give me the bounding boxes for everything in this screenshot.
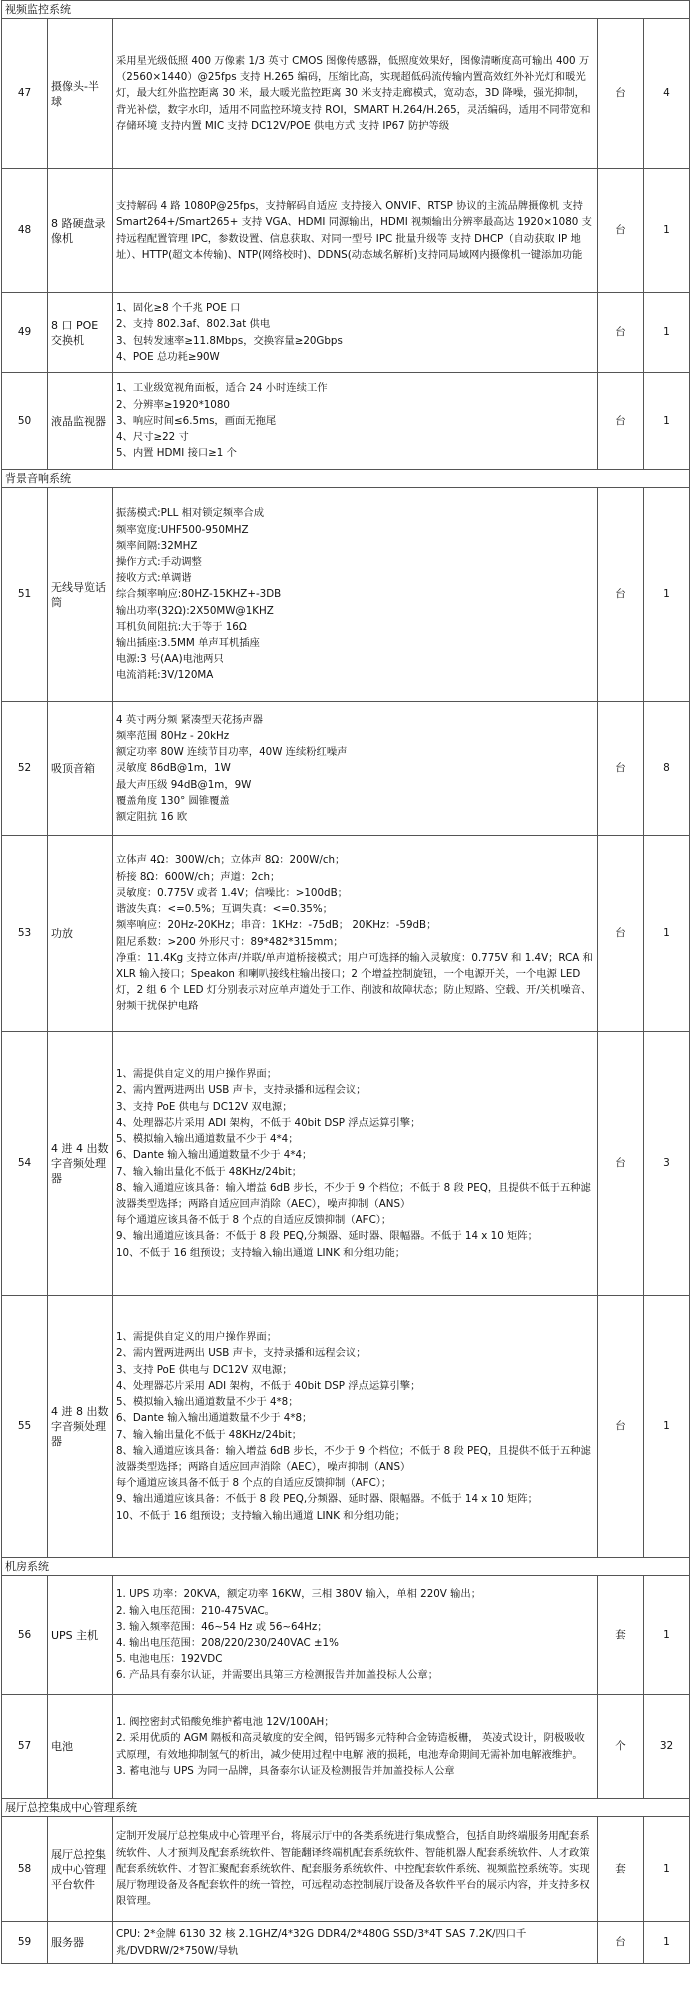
spec-line: 最大声压级 94dB@1m，9W xyxy=(116,778,252,791)
spec-line: 4. 输出电压范围：208/220/230/240VAC ±1% xyxy=(116,1637,339,1649)
section-title: 展厅总控集成中心管理系统 xyxy=(2,1799,690,1817)
spec-line: 振荡模式:PLL 相对锁定频率合成 xyxy=(116,507,264,520)
spec-line: 10、不低于 16 组预设；支持输入输出通道 LINK 和分组功能； xyxy=(116,1509,406,1522)
table-row xyxy=(2,373,690,470)
item-unit: 台 xyxy=(598,488,644,702)
spec-line: 每个通道应该具备不低于 8 个点的自适应反馈抑制（AFC）； xyxy=(116,1214,392,1227)
spec-line: 支持解码 4 路 1080P@25fps，支持解码自适应 支持接入 ONVIF、RTSP 协议的主流品牌摄像机 支持 Smart264+/Smart265+ 支持 VGA、HDMI 同源输出，HDMI 视频输出分辨率最高达 1920×1080 支持远程配置管理 IPC，参数设置、信息获取、对同一型号 IPC 批量升级等 支持 DHCP（自动获取 IP 地址）、HTTP(超文本传输)、NTP(网络校时)、DDNS(动态域名解析)支持同局域网内摄像机一键添加功能 xyxy=(116,200,592,261)
item-name: 摄像头-半球 xyxy=(48,19,113,169)
spec-line: 4 英寸两分频 紧凑型天花扬声器 xyxy=(116,713,263,726)
spec-line: 额定功率 80W 连续节目功率，40W 连续粉红噪声 xyxy=(116,746,348,759)
item-quantity: 1 xyxy=(644,1817,690,1922)
item-unit: 套 xyxy=(598,1576,644,1695)
spec-line: 频率间隔:32MHZ xyxy=(116,539,198,552)
spec-line: 8、输入通道应该具备：输入增益 6dB 步长，不少于 9 个档位；不低于 8 段 PEQ，且提供不低于五种滤波器类型选择；两路自适应回声消除（AEC），噪声抑制（ANS） xyxy=(116,1444,591,1473)
spec-line: 阻尼系数：>200 外形尺寸：89*482*315mm； xyxy=(116,935,344,948)
table-row xyxy=(2,1695,690,1799)
spec-line: 5. 电池电压：192VDC xyxy=(116,1653,223,1666)
item-unit: 台 xyxy=(598,1922,644,1964)
section-header-row xyxy=(2,1799,690,1817)
spec-line: 4、处理器芯片采用 ADI 架构，不低于 40bit DSP 浮点运算引擎； xyxy=(116,1379,421,1392)
table-row xyxy=(2,1576,690,1695)
item-name: UPS 主机 xyxy=(48,1576,113,1695)
section-title: 背景音响系统 xyxy=(2,470,690,488)
item-name: 功放 xyxy=(48,836,113,1032)
item-name: 电池 xyxy=(48,1695,113,1799)
item-number: 59 xyxy=(2,1922,48,1964)
item-unit: 台 xyxy=(598,293,644,373)
item-name: 展厅总控集成中心管理平台软件 xyxy=(48,1817,113,1922)
spec-line: 6、Dante 输入输出通道数量不少于 4*8； xyxy=(116,1412,313,1425)
section-header-row xyxy=(2,1,690,19)
item-quantity: 32 xyxy=(644,1695,690,1799)
item-quantity: 1 xyxy=(644,836,690,1032)
spec-line: 8、输入通道应该具备：输入增益 6dB 步长，不少于 9 个档位；不低于 8 段 PEQ，且提供不低于五种滤波器类型选择；两路自适应回声消除（AEC），噪声抑制（ANS） xyxy=(116,1181,591,1210)
item-spec xyxy=(113,702,598,836)
item-number: 57 xyxy=(2,1695,48,1799)
spec-line: CPU: 2*金牌 6130 32 核 2.1GHZ/4*32G DDR4/2*480G SSD/3*4T SAS 7.2K/四口千兆/DVDRW/2*750W/导轨 xyxy=(116,1928,527,1957)
table-row xyxy=(2,19,690,169)
spec-line: 10、不低于 16 组预设；支持输入输出通道 LINK 和分组功能； xyxy=(116,1246,406,1259)
table-row xyxy=(2,488,690,702)
item-spec xyxy=(113,1032,598,1296)
spec-line: 电流消耗:3V/120MA xyxy=(116,669,214,682)
spec-line: 7、输入输出量化不低于 48KHz/24bit； xyxy=(116,1428,303,1441)
item-name: 液晶监视器 xyxy=(48,373,113,470)
item-number: 55 xyxy=(2,1296,48,1558)
spec-line: 频率宽度:UHF500-950MHZ xyxy=(116,523,249,536)
spec-line: 1、固化≥8 个千兆 POE 口 xyxy=(116,302,241,315)
spec-line: 2、需内置两进两出 USB 声卡，支持录播和远程会议； xyxy=(116,1347,367,1360)
spec-line: 输出功率(32Ω):2X50MW@1KHZ xyxy=(116,604,274,617)
item-number: 47 xyxy=(2,19,48,169)
table-row xyxy=(2,1032,690,1296)
spec-line: 4、尺寸≥22 寸 xyxy=(116,431,189,444)
table-row xyxy=(2,169,690,293)
spec-line: 谐波失真：<=0.5%；互调失真：<=0.35%； xyxy=(116,903,333,916)
spec-line: 综合频率响应:80HZ-15KHZ+-3DB xyxy=(116,588,282,601)
item-quantity: 1 xyxy=(644,1922,690,1964)
item-name: 4 进 4 出数字音频处理器 xyxy=(48,1032,113,1296)
spec-line: 频率范围 80Hz - 20kHz xyxy=(116,729,230,742)
item-unit: 台 xyxy=(598,702,644,836)
spec-line: 1. UPS 功率：20KVA，额定功率 16KW，三相 380V 输入，单相 220V 输出； xyxy=(116,1588,482,1601)
item-unit: 台 xyxy=(598,1032,644,1296)
item-name: 8 口 POE 交换机 xyxy=(48,293,113,373)
spec-line: 净重：11.4Kg 支持立体声/并联/单声道桥接模式；用户可选择的输入灵敏度：0.775V 和 1.4V；RCA 和 XLR 输入接口；Speakon 和喇叭接线柱输出接口；2 个增益控制旋钮，一个电源开关，一个电源 LED 灯，2 组 6 个 LED 灯分别表示对应单声道处于工作、削波和故障状态；防止短路、空载、开/关机噪音、射频干扰保护电路 xyxy=(116,951,593,1013)
item-spec xyxy=(113,1922,598,1964)
spec-line: 灵敏度：0.775V 或者 1.4V；信噪比：>100dB； xyxy=(116,886,348,899)
table-row xyxy=(2,836,690,1032)
item-number: 53 xyxy=(2,836,48,1032)
item-spec xyxy=(113,169,598,293)
spec-line: 采用星光级低照 400 万像素 1/3 英寸 CMOS 图像传感器，低照度效果好，图像清晰度高可输出 400 万（2560×1440）@25fps 支持 H.265 编码，压缩比高，实现超低码流传输内置高效红外补光灯和暖光灯，最大红外监控距离 30 米，最大暖光监控距离 30 米支持走廊模式，宽动态，3D 降噪，强光抑制，背光补偿，数字水印，适用不同监控环境支持 ROI，SMART H.264/H.265，灵活编码，适用不同带宽和存储环境 支持内置 MIC 支持 DC12V/POE 供电方式 支持 IP67 防护等级 xyxy=(116,54,591,132)
item-spec xyxy=(113,293,598,373)
item-unit: 个 xyxy=(598,1695,644,1799)
spec-line: 接收方式:单调谐 xyxy=(116,572,192,585)
spec-line: 1、工业级宽视角面板，适合 24 小时连续工作 xyxy=(116,382,328,395)
item-spec xyxy=(113,1576,598,1695)
item-spec xyxy=(113,488,598,702)
spec-line: 4、POE 总功耗≥90W xyxy=(116,350,220,363)
spec-line: 覆盖角度 130° 圆锥覆盖 xyxy=(116,794,230,807)
spec-line: 频率响应：20Hz-20KHz；串音：1KHz：-75dB； 20KHz：-59dB； xyxy=(116,919,437,932)
table-row xyxy=(2,1922,690,1964)
item-name: 服务器 xyxy=(48,1922,113,1964)
spec-line: 2. 采用优质的 AGM 隔板和高灵敏度的安全阀，铅钙锡多元特种合金铸造板栅， 英凌式设计，阴极吸收式原理，有效地抑制氢气的析出，减少使用过程中电解 液的损耗，电池寿命期间无需补加电解液维护。 xyxy=(116,1732,585,1761)
equipment-spec-table xyxy=(1,0,690,1964)
spec-line: 1、需提供自定义的用户操作界面； xyxy=(116,1331,278,1344)
item-unit: 台 xyxy=(598,373,644,470)
item-unit: 台 xyxy=(598,169,644,293)
item-number: 52 xyxy=(2,702,48,836)
spec-line: 1、需提供自定义的用户操作界面； xyxy=(116,1068,278,1081)
table-row xyxy=(2,1817,690,1922)
item-spec xyxy=(113,836,598,1032)
spec-line: 立体声 4Ω：300W/ch；立体声 8Ω：200W/ch； xyxy=(116,854,346,867)
spec-line: 6. 产品具有泰尔认证，并需要出具第三方检测报告并加盖投标人公章； xyxy=(116,1669,439,1682)
section-header-row xyxy=(2,470,690,488)
spec-line: 定制开发展厅总控集成中心管理平台，将展示厅中的各类系统进行集成整合，包括自助终端服务用配套系统软件、人才预判及配套系统软件、智能翻译终端机配套系统软件、智能机器人配套系统软件、人才政策配套系统软件、才智汇聚配套系统软件、配套服务系统软件、中控配套软件系统、视频监控系统等。实现展厅物理设备及各配套软件的统一管控，可远程动态控制展厅设备及各软件平台的展示内容，并支持多权限管理。 xyxy=(116,1830,590,1908)
item-unit: 台 xyxy=(598,836,644,1032)
item-quantity: 8 xyxy=(644,702,690,836)
item-number: 49 xyxy=(2,293,48,373)
spec-line: 3、包转发速率≥11.8Mbps，交换容量≥20Gbps xyxy=(116,334,343,347)
spec-line: 5、内置 HDMI 接口≥1 个 xyxy=(116,447,237,460)
spec-line: 3、支持 PoE 供电与 DC12V 双电源； xyxy=(116,1100,293,1113)
spec-line: 额定阻抗 16 欧 xyxy=(116,811,188,823)
section-title: 机房系统 xyxy=(2,1558,690,1576)
item-spec xyxy=(113,373,598,470)
item-number: 54 xyxy=(2,1032,48,1296)
spec-line: 桥接 8Ω：600W/ch；声道：2ch； xyxy=(116,870,281,883)
table-row xyxy=(2,1296,690,1558)
spec-line: 3、支持 PoE 供电与 DC12V 双电源； xyxy=(116,1363,293,1376)
spec-line: 3、响应时间≤6.5ms，画面无拖尾 xyxy=(116,414,277,427)
item-unit: 台 xyxy=(598,19,644,169)
spec-line: 9、输出通道应该具备：不低于 8 段 PEQ,分频器、延时器、限幅器。不低于 14 x 10 矩阵； xyxy=(116,1493,538,1506)
spec-line: 9、输出通道应该具备：不低于 8 段 PEQ,分频器、延时器、限幅器。不低于 14 x 10 矩阵； xyxy=(116,1230,538,1243)
spec-line: 6、Dante 输入输出通道数量不少于 4*4； xyxy=(116,1149,313,1162)
spec-line: 2、分辨率≥1920*1080 xyxy=(116,398,230,411)
item-quantity: 4 xyxy=(644,19,690,169)
spec-line: 灵敏度 86dB@1m，1W xyxy=(116,762,231,775)
spec-line: 3. 蓄电池与 UPS 为同一品牌，具备泰尔认证及检测报告并加盖投标人公章 xyxy=(116,1764,455,1777)
item-spec xyxy=(113,1695,598,1799)
item-unit: 套 xyxy=(598,1817,644,1922)
spec-line: 电源:3 号(AA)电池两只 xyxy=(116,653,224,666)
section-title: 视频监控系统 xyxy=(2,1,690,19)
table-row xyxy=(2,702,690,836)
spec-line: 7、输入输出量化不低于 48KHz/24bit； xyxy=(116,1165,303,1178)
item-number: 56 xyxy=(2,1576,48,1695)
item-name: 8 路硬盘录像机 xyxy=(48,169,113,293)
item-quantity: 1 xyxy=(644,293,690,373)
item-quantity: 1 xyxy=(644,1296,690,1558)
item-number: 50 xyxy=(2,373,48,470)
spec-line: 2. 输入电压范围：210-475VAC。 xyxy=(116,1604,275,1617)
section-header-row xyxy=(2,1558,690,1576)
item-quantity: 1 xyxy=(644,373,690,470)
item-spec xyxy=(113,1817,598,1922)
spec-line: 输出插座:3.5MM 单声耳机插座 xyxy=(116,637,260,649)
item-name: 无线导览话筒 xyxy=(48,488,113,702)
spec-line: 1. 阀控密封式铅酸免维护蓄电池 12V/100AH； xyxy=(116,1716,335,1729)
spec-line: 2、需内置两进两出 USB 声卡，支持录播和远程会议； xyxy=(116,1084,367,1097)
item-quantity: 3 xyxy=(644,1032,690,1296)
spec-line: 4、处理器芯片采用 ADI 架构，不低于 40bit DSP 浮点运算引擎； xyxy=(116,1116,421,1129)
spec-line: 5、模拟输入输出通道数量不少于 4*4； xyxy=(116,1133,299,1146)
spec-line: 每个通道应该具备不低于 8 个点的自适应反馈抑制（AFC）； xyxy=(116,1477,392,1490)
item-unit: 台 xyxy=(598,1296,644,1558)
table-row xyxy=(2,293,690,373)
item-name: 4 进 8 出数字音频处理器 xyxy=(48,1296,113,1558)
spec-line: 3. 输入频率范围：46~54 Hz 或 56~64Hz； xyxy=(116,1620,328,1633)
item-number: 48 xyxy=(2,169,48,293)
item-number: 58 xyxy=(2,1817,48,1922)
item-quantity: 1 xyxy=(644,169,690,293)
spec-line: 操作方式:手动调整 xyxy=(116,555,202,568)
spec-line: 5、模拟输入输出通道数量不少于 4*8； xyxy=(116,1396,299,1409)
item-spec xyxy=(113,19,598,169)
item-name: 吸顶音箱 xyxy=(48,702,113,836)
item-number: 51 xyxy=(2,488,48,702)
item-spec xyxy=(113,1296,598,1558)
spec-line: 耳机负间阻抗:大于等于 16Ω xyxy=(116,620,247,633)
spec-line: 2、支持 802.3af、802.3at 供电 xyxy=(116,318,271,331)
table-body xyxy=(2,1,690,1964)
item-quantity: 1 xyxy=(644,1576,690,1695)
item-quantity: 1 xyxy=(644,488,690,702)
